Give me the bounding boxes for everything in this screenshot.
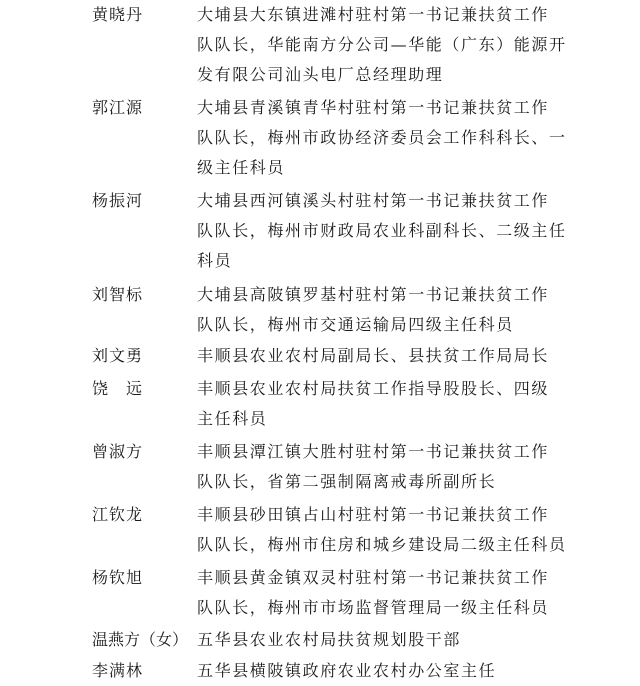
description-line: 大埔县青溪镇青华村驻村第一书记兼扶贫工作 bbox=[197, 98, 550, 117]
description-line: 丰顺县农业农村局副局长、县扶贫工作局局长 bbox=[197, 346, 550, 365]
person-name: 温燕方（女） bbox=[92, 630, 189, 649]
person-description bbox=[197, 0, 567, 90]
description-line: 队队长，华能南方分公司—华能（广东）能源开 bbox=[197, 35, 567, 54]
person-description bbox=[197, 93, 567, 183]
person-description bbox=[197, 186, 567, 276]
person-description bbox=[197, 341, 553, 371]
description-line: 主任科员 bbox=[197, 409, 268, 428]
description-line: 大埔县高陂镇罗基村驻村第一书记兼扶贫工作 bbox=[197, 285, 550, 304]
person-name: 李满林 bbox=[92, 661, 144, 680]
description-line: 队队长，梅州市政协经济委员会工作科科长、一 bbox=[197, 128, 567, 147]
person-name: 饶 远 bbox=[92, 379, 144, 398]
description-line: 队队长，梅州市市场监督管理局一级主任科员 bbox=[197, 598, 550, 617]
person-name: 郭江源 bbox=[92, 98, 144, 117]
description-line: 队队长，梅州市住房和城乡建设局二级主任科员 bbox=[197, 535, 567, 554]
person-description bbox=[197, 563, 553, 623]
person-description bbox=[197, 280, 553, 340]
person-description bbox=[197, 500, 567, 560]
person-description bbox=[197, 656, 553, 686]
person-name: 江钦龙 bbox=[92, 505, 144, 524]
description-line: 丰顺县农业农村局扶贫工作指导股股长、四级 bbox=[197, 379, 550, 398]
description-line: 级主任科员 bbox=[197, 158, 286, 177]
description-line: 队队长，梅州市交通运输局四级主任科员 bbox=[197, 315, 514, 334]
person-description bbox=[197, 625, 553, 655]
description-line: 丰顺县砂田镇占山村驻村第一书记兼扶贫工作 bbox=[197, 505, 550, 524]
person-name: 杨钦旭 bbox=[92, 568, 144, 587]
description-line: 队队长，梅州市财政局农业科副科长、二级主任 bbox=[197, 221, 567, 240]
person-name: 刘文勇 bbox=[92, 346, 144, 365]
description-line: 大埔县大东镇进滩村驻村第一书记兼扶贫工作 bbox=[197, 5, 550, 24]
description-line: 大埔县西河镇溪头村驻村第一书记兼扶贫工作 bbox=[197, 191, 550, 210]
person-name: 杨振河 bbox=[92, 191, 144, 210]
description-line: 队队长，省第二强制隔离戒毒所副所长 bbox=[197, 472, 497, 491]
person-name: 黄晓丹 bbox=[92, 5, 144, 24]
description-line: 丰顺县潭江镇大胜村驻村第一书记兼扶贫工作 bbox=[197, 442, 550, 461]
person-name: 曾淑方 bbox=[92, 442, 144, 461]
person-name: 刘智标 bbox=[92, 285, 144, 304]
person-description bbox=[197, 437, 553, 497]
description-line: 五华县横陂镇政府农业农村办公室主任 bbox=[197, 661, 497, 680]
description-line: 发有限公司汕头电厂总经理助理 bbox=[197, 65, 444, 84]
person-description bbox=[197, 374, 553, 434]
description-line: 丰顺县黄金镇双灵村驻村第一书记兼扶贫工作 bbox=[197, 568, 550, 587]
description-line: 科员 bbox=[197, 251, 233, 270]
description-line: 五华县农业农村局扶贫规划股干部 bbox=[197, 630, 462, 649]
